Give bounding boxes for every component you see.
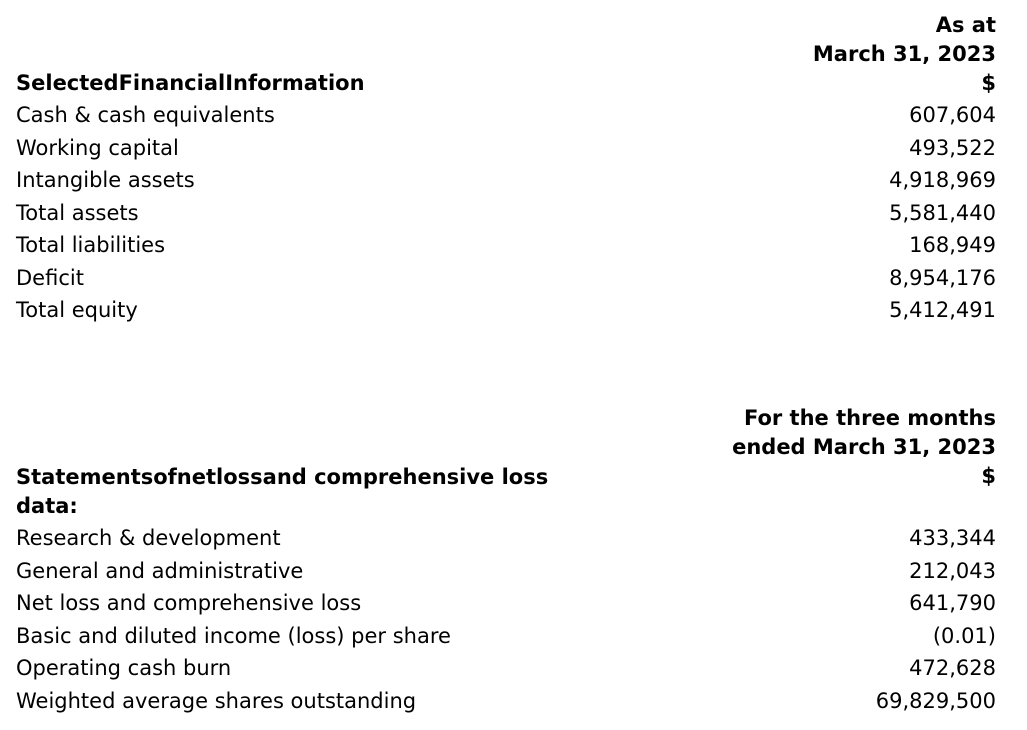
row-label: Weighted average shares outstanding — [16, 688, 417, 713]
financial-rows — [16, 99, 996, 327]
row-value: 641,790 — [909, 591, 996, 615]
row-label: Operating cash burn — [16, 656, 232, 680]
table-row — [16, 229, 996, 262]
table-row — [16, 587, 996, 620]
row-value: 5,581,440 — [889, 200, 996, 225]
row-label: Deficit — [16, 265, 84, 290]
row-label: Total equity — [16, 298, 138, 322]
row-label: Intangible assets — [16, 168, 195, 192]
statement-rows — [16, 522, 996, 717]
row-label: Basic and diluted income (loss) per share — [16, 623, 451, 648]
table-row — [16, 262, 996, 295]
row-value: (0.01) — [932, 623, 996, 648]
row-label: General and administrative — [16, 558, 304, 583]
column-header-line-2: March 31, 2023 — [812, 42, 996, 66]
row-value: 212,043 — [909, 558, 996, 583]
row-value: 5,412,491 — [889, 298, 996, 322]
selected-financial-header — [16, 11, 996, 98]
row-label: Research & development — [16, 526, 281, 550]
row-label: Working capital — [16, 135, 179, 160]
table-row — [16, 522, 996, 555]
table-row — [16, 294, 996, 327]
row-label: Total liabilities — [16, 233, 166, 257]
row-value: 607,604 — [909, 103, 996, 127]
table-row — [16, 164, 996, 197]
section-title: Statementsofnetlossand comprehensive loss data: — [16, 465, 549, 518]
column-header-line-2: ended March 31, 2023 — [732, 435, 996, 459]
row-value: 69,829,500 — [875, 688, 996, 713]
row-label: Total assets — [16, 200, 139, 225]
statements-section — [16, 402, 996, 717]
column-header-line-1: As at — [935, 13, 996, 37]
table-row — [16, 620, 996, 653]
row-value: 493,522 — [909, 135, 996, 160]
table-row — [16, 685, 996, 718]
statements-header — [16, 404, 996, 518]
column-header-line-1: For the three months — [743, 406, 996, 430]
row-value: 168,949 — [909, 233, 996, 257]
column-header-unit: $ — [981, 71, 996, 95]
row-value: 472,628 — [909, 656, 996, 680]
section-title: SelectedFinancialInformation — [16, 71, 365, 95]
row-value: 8,954,176 — [889, 265, 996, 290]
column-header-unit: $ — [981, 464, 996, 488]
table-row — [16, 197, 996, 230]
row-value: 4,918,969 — [889, 168, 996, 192]
table-row — [16, 132, 996, 165]
table-row — [16, 555, 996, 588]
row-label: Net loss and comprehensive loss — [16, 591, 362, 615]
row-value: 433,344 — [909, 526, 996, 550]
table-row — [16, 99, 996, 132]
row-label: Cash & cash equivalents — [16, 103, 275, 127]
selected-financial-section — [16, 10, 996, 327]
table-row — [16, 652, 996, 685]
